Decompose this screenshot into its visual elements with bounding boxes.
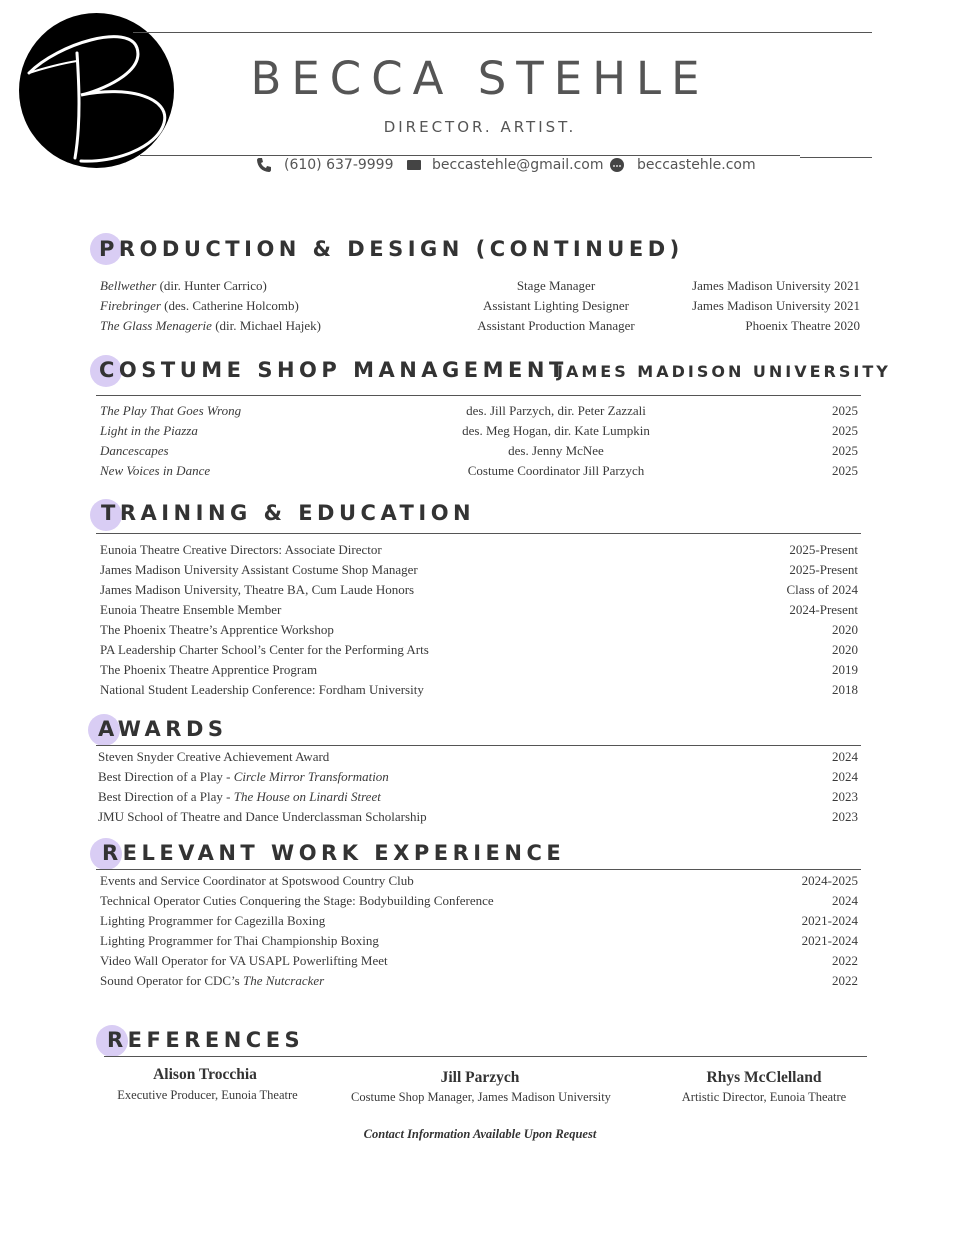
- award-name: Best Direction of a Play -: [98, 769, 234, 784]
- section-title-work: RELEVANT WORK EXPERIENCE: [102, 841, 566, 865]
- header-bottom-rule-left: [140, 155, 800, 156]
- show-title: Light in the Piazza: [100, 423, 198, 438]
- show-credit: (des. Catherine Holcomb): [160, 298, 299, 313]
- credit: Costume Coordinator Jill Parzych: [467, 463, 645, 478]
- award-work: The House on Linardi Street: [233, 789, 381, 804]
- section-title-awards: AWARDS: [98, 717, 228, 741]
- entry: PA Leadership Charter School’s Center for the Performing Arts: [100, 642, 429, 657]
- award-name: Best Direction of a Play -: [98, 789, 234, 804]
- year: 2025-Present: [789, 562, 858, 577]
- entry: Eunoia Theatre Creative Directors: Associate Director: [100, 542, 382, 557]
- section-title-training: TRAINING & EDUCATION: [101, 501, 476, 525]
- year: 2023: [832, 789, 858, 804]
- year: 2024-2025: [801, 873, 858, 888]
- reference-name: Rhys McClelland: [706, 1069, 822, 1086]
- globe-icon: [609, 157, 625, 173]
- award-name: JMU School of Theatre and Dance Underclassman Scholarship: [98, 809, 427, 824]
- role: Stage Manager: [516, 278, 596, 293]
- year: 2019: [832, 662, 858, 677]
- role: Assistant Production Manager: [477, 318, 635, 333]
- award-work: Circle Mirror Transformation: [233, 769, 389, 784]
- show-title: Dancescapes: [100, 443, 169, 458]
- reference-name: Jill Parzych: [440, 1069, 520, 1086]
- section-subtitle-costume: JAMES MADISON UNIVERSITY: [557, 362, 891, 381]
- candidate-name: BECCA STEHLE: [250, 52, 710, 105]
- year: 2025: [832, 403, 858, 418]
- year: 2022: [832, 953, 858, 968]
- credit: des. Jill Parzych, dir. Peter Zazzali: [466, 403, 646, 418]
- email-text[interactable]: beccastehle@gmail.com: [432, 157, 604, 173]
- website-text[interactable]: beccastehle.com: [637, 157, 756, 173]
- role: Assistant Lighting Designer: [483, 298, 629, 313]
- job: Sound Operator for CDC’s: [100, 973, 243, 988]
- year: Class of 2024: [786, 582, 858, 597]
- year: 2020: [832, 622, 858, 637]
- section-rule: [96, 745, 861, 746]
- year: 2024: [832, 749, 858, 764]
- year: 2021-2024: [801, 933, 858, 948]
- contact-website: [609, 157, 756, 173]
- job: Lighting Programmer for Cagezilla Boxing: [100, 913, 326, 928]
- entry: James Madison University, Theatre BA, Cum Laude Honors: [100, 582, 415, 597]
- year: 2025: [832, 463, 858, 478]
- show-title: Firebringer: [100, 298, 161, 313]
- year: 2023: [832, 809, 858, 824]
- contact-phone: [256, 157, 394, 173]
- section-rule: [96, 395, 861, 396]
- job: Lighting Programmer for Thai Championship Boxing: [100, 933, 379, 948]
- venue-year: Phoenix Theatre 2020: [745, 318, 860, 333]
- tagline: DIRECTOR. ARTIST.: [383, 118, 577, 136]
- logo-letter-b: [19, 13, 174, 168]
- year: 2024: [832, 893, 858, 908]
- year: 2022: [832, 973, 858, 988]
- entry: National Student Leadership Conference: Fordham University: [100, 682, 424, 697]
- section-rule: [96, 869, 861, 870]
- section-title-production: PRODUCTION & DESIGN (CONTINUED): [99, 237, 684, 261]
- show-title: The Glass Menagerie: [100, 318, 212, 333]
- logo: [19, 13, 174, 168]
- reference-role: Artistic Director, Eunoia Theatre: [681, 1090, 847, 1104]
- year: 2021-2024: [801, 913, 858, 928]
- award-name: Steven Snyder Creative Achievement Award: [98, 749, 330, 764]
- show-title: Bellwether: [100, 278, 157, 293]
- section-title-costume: COSTUME SHOP MANAGEMENT: [99, 358, 568, 382]
- references-footnote: Contact Information Available Upon Request: [363, 1127, 597, 1141]
- year: 2025: [832, 423, 858, 438]
- year: 2025: [832, 443, 858, 458]
- entry: James Madison University Assistant Costume Shop Manager: [100, 562, 418, 577]
- header-top-rule: [133, 32, 872, 33]
- entry: The Phoenix Theatre’s Apprentice Workshop: [100, 622, 334, 637]
- credit: des. Meg Hogan, dir. Kate Lumpkin: [462, 423, 650, 438]
- job: Video Wall Operator for VA USAPL Powerlifting Meet: [100, 953, 388, 968]
- contact-email: [406, 157, 603, 173]
- year: 2020: [832, 642, 858, 657]
- section-rule: [104, 1056, 867, 1057]
- entry: The Phoenix Theatre Apprentice Program: [100, 662, 318, 677]
- year: 2024: [832, 769, 858, 784]
- credit: des. Jenny McNee: [508, 443, 604, 458]
- section-title-references: REFERENCES: [107, 1028, 305, 1052]
- job-work: The Nutcracker: [243, 973, 325, 988]
- reference-role: Executive Producer, Eunoia Theatre: [117, 1088, 298, 1102]
- year: 2018: [832, 682, 858, 697]
- year: 2025-Present: [789, 542, 858, 557]
- reference-role: Costume Shop Manager, James Madison University: [351, 1090, 611, 1104]
- show-credit: (dir. Michael Hajek): [211, 318, 321, 333]
- reference-name: Alison Trocchia: [153, 1066, 257, 1083]
- entry: Eunoia Theatre Ensemble Member: [100, 602, 282, 617]
- show-title: New Voices in Dance: [100, 463, 211, 478]
- header-bottom-rule-right: [800, 157, 872, 158]
- phone-text: (610) 637-9999: [284, 157, 394, 173]
- phone-icon: [256, 157, 272, 173]
- job: Events and Service Coordinator at Spotswood Country Club: [100, 873, 414, 888]
- job: Technical Operator Cuties Conquering the Stage: Bodybuilding Conference: [100, 893, 494, 908]
- show-credit: (dir. Hunter Carrico): [156, 278, 267, 293]
- venue-year: James Madison University 2021: [692, 278, 860, 293]
- section-rule: [96, 533, 861, 534]
- venue-year: James Madison University 2021: [692, 298, 860, 313]
- year: 2024-Present: [789, 602, 858, 617]
- show-title: The Play That Goes Wrong: [100, 403, 242, 418]
- email-icon: [406, 157, 422, 173]
